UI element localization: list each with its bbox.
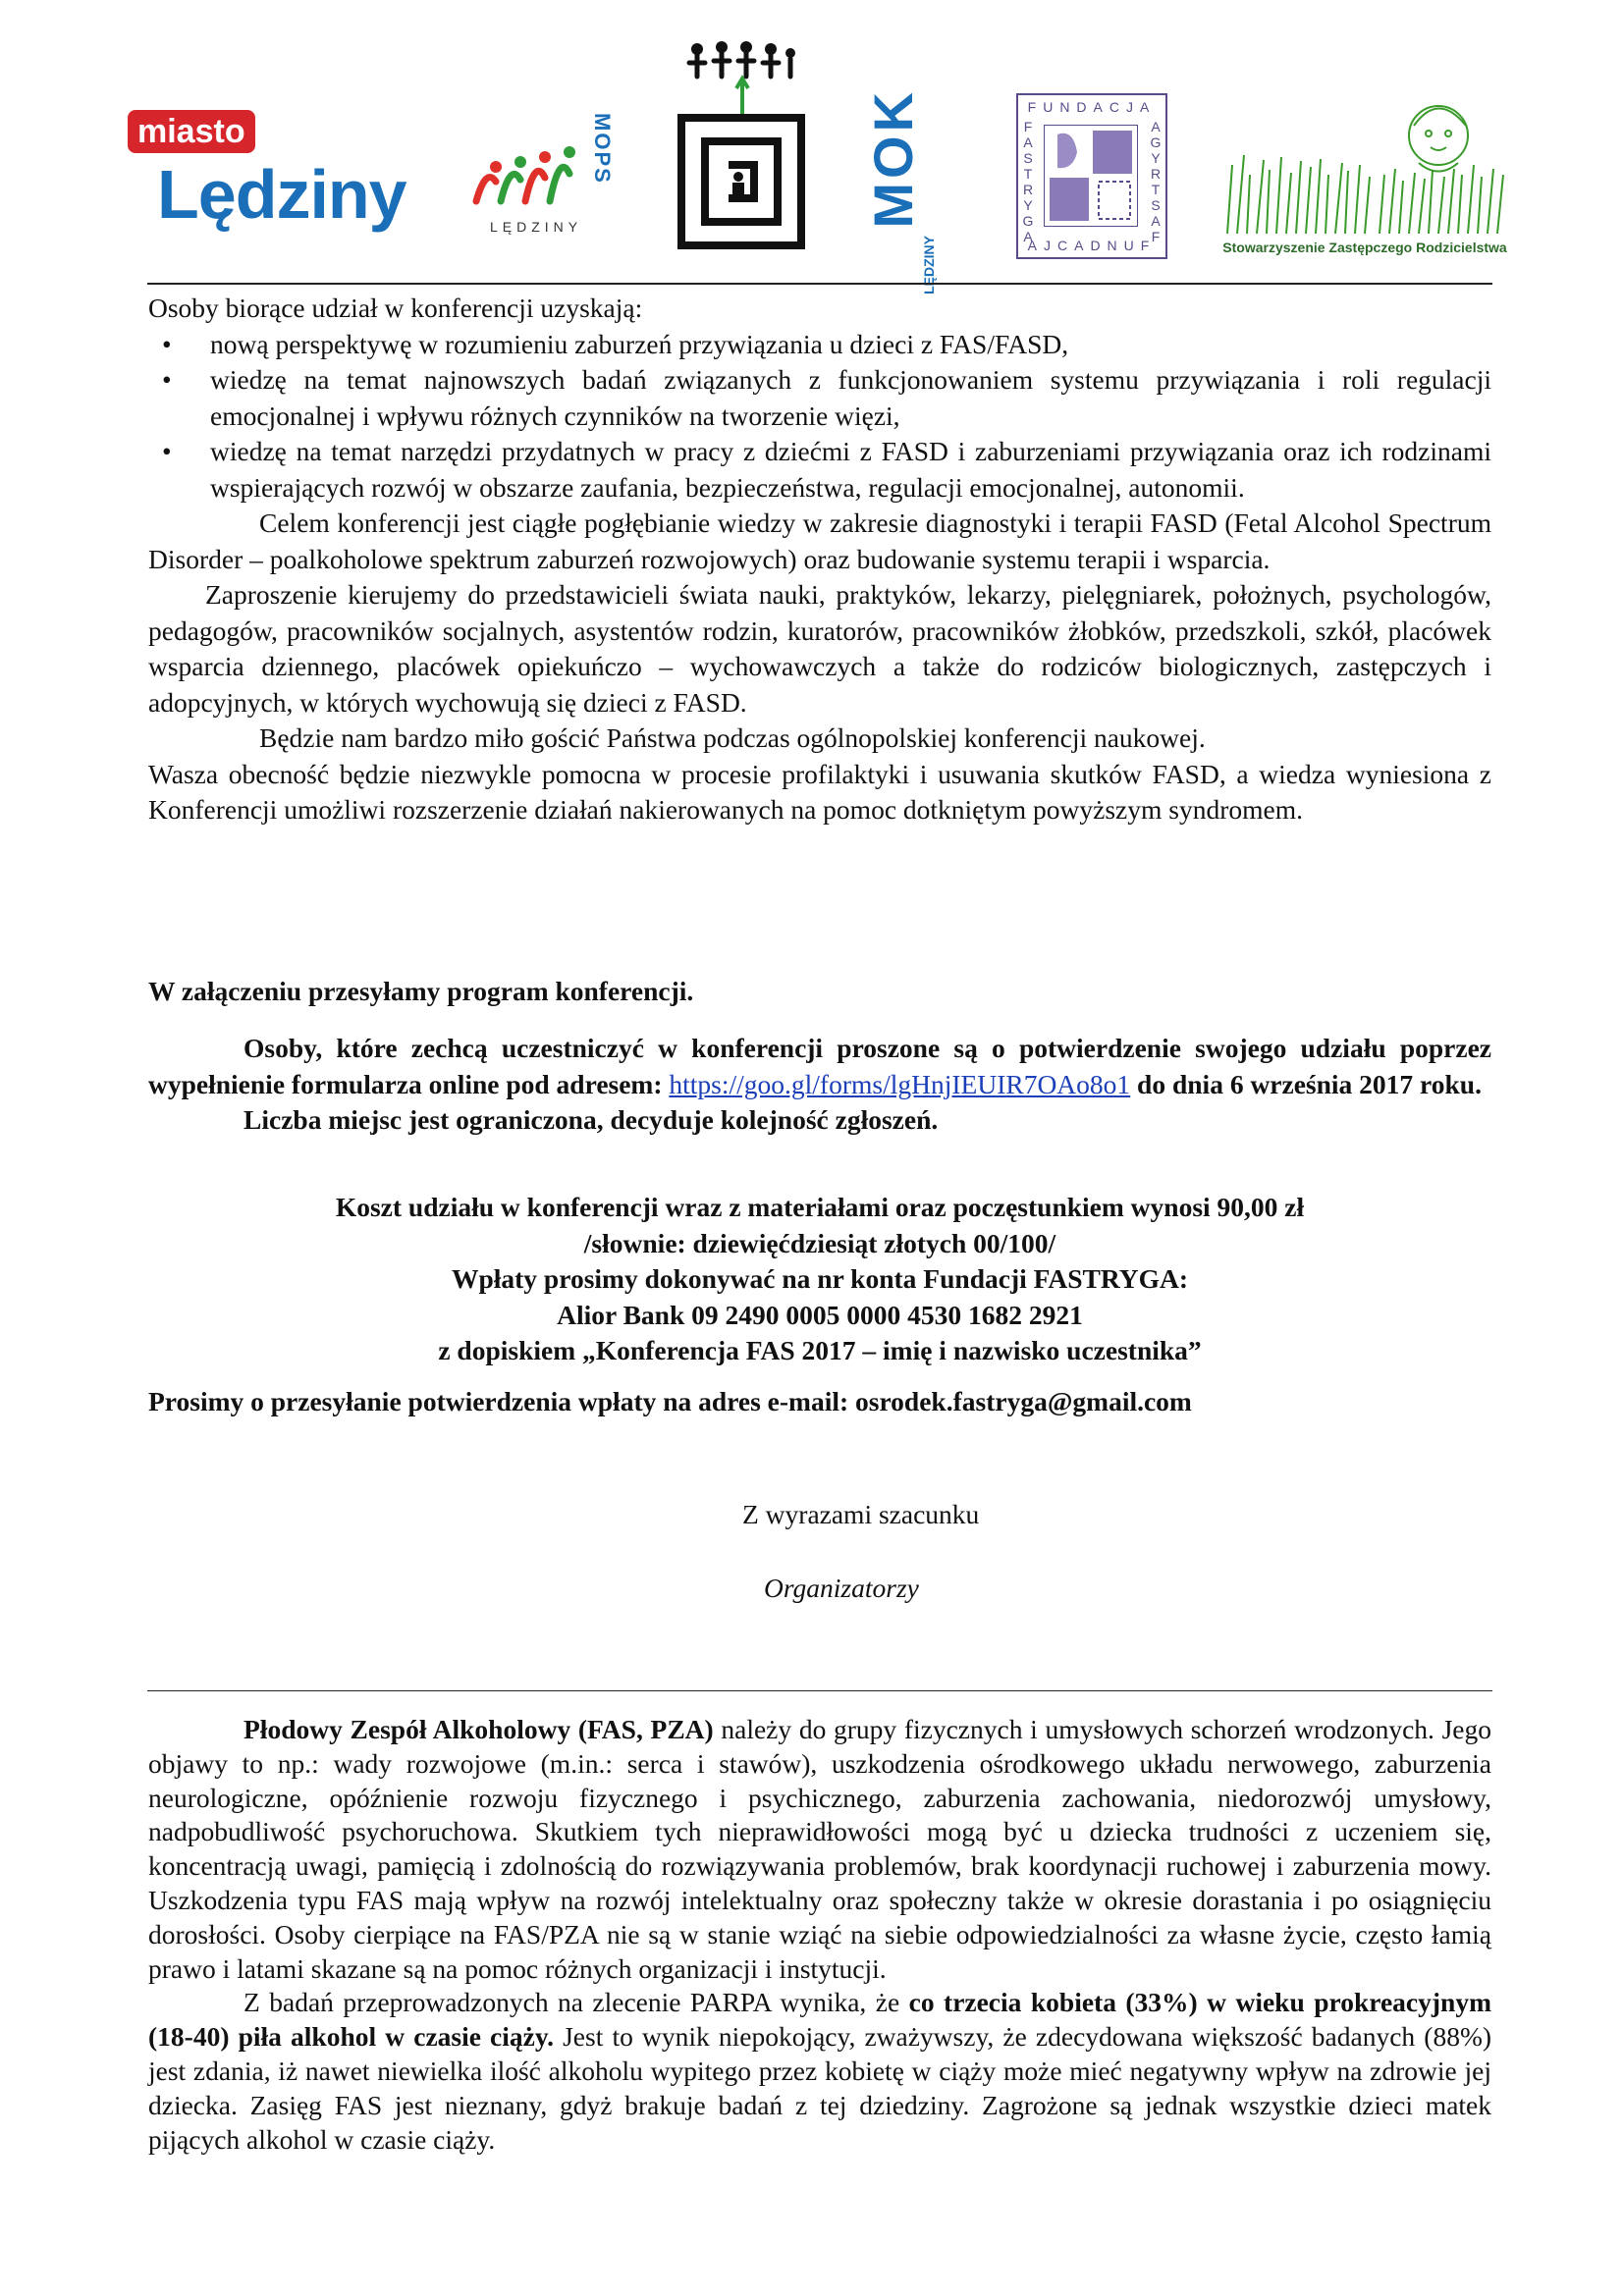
benefit-item: • wiedzę na temat narzędzi przydatnych w pracy z dziećmi z FASD i zaburzeniami przywiązania oraz ich rodzinami wspierających rozwój w obszarze zaufania, bezpieczeństwa, regulacji emocjonalnej, autonomii.: [148, 434, 1491, 506]
fas-term: Płodowy Zespół Alkoholowy (FAS, PZA): [243, 1714, 714, 1744]
presence-paragraph: Wasza obecność będzie niezwykle pomocna w procesie profilaktyki i usuwania skutków FASD, a wiedza wyniesiona z Konferencji umożliwi rozszerzenie działań nakierowanych na pomoc dotkniętym powyższym syndromem.: [148, 758, 1491, 825]
fastryga-bottom-label: AJCADNUF: [1027, 238, 1157, 253]
registration-text: Osoby, które zechcą uczestniczyć w konferencji proszone są o potwierdzenie swojego udziału poprzez wypełnienie formularza online pod adresem:: [148, 1033, 1491, 1099]
payment-line: Alior Bank 09 2490 0005 0000 4530 1682 2921: [557, 1299, 1083, 1330]
payment-line: z dopiskiem „Konferencja FAS 2017 – imię i nazwisko uczestnika”: [438, 1335, 1202, 1365]
mok-logo: [862, 88, 943, 294]
places-limited-note: Liczba miejsc jest ograniczona, decyduje kolejność zgłoszeń.: [243, 1104, 939, 1135]
benefit-item: • nową perspektywę w rozumieniu zaburzeń przywiązania u dzieci z FAS/FASD,: [148, 327, 1491, 363]
benefits-list: [148, 327, 1491, 507]
goal-paragraph: Celem konferencji jest ciągłe pogłębianie wiedzy w zakresie diagnostyki i terapii FASD (Fetal Alcohol Spectrum Disorder – poalkoholowe spektrum zaburzeń rozwojowych) oraz budowanie systemu terapii i wsparcia.: [148, 507, 1491, 574]
registration-form-link[interactable]: https://goo.gl/forms/lgHnjIEUIR7OAo8o1: [669, 1068, 1131, 1099]
letter-body: [148, 291, 1491, 828]
payment-block: [148, 1190, 1491, 1369]
closing-line: Z wyrazami szacunku: [742, 1499, 980, 1529]
closing-block: [742, 1497, 1135, 1533]
mops-logo: [466, 113, 614, 240]
parpa-paragraph: [148, 1986, 1491, 2157]
mops-city-label: LĘDZINY: [490, 219, 583, 235]
maze-logo: [668, 39, 815, 255]
stowarzyszenie-logo: [1222, 86, 1507, 255]
signature-block: [764, 1571, 1157, 1607]
payment-line: Koszt udziału w konferencji wraz z materiałami oraz poczęstunkiem wynosi 90,00 zł: [335, 1192, 1305, 1222]
parpa-statistic: co trzecia kobieta (33%) w wieku prokreacyjnym (18-40) piła alkohol w czasie ciąży.: [148, 1987, 1491, 2053]
section-divider: [147, 1690, 1492, 1691]
payment-line: /słownie: dziewięćdziesiąt złotych 00/100/: [583, 1227, 1056, 1258]
fas-info-block: [148, 1713, 1491, 2157]
confirmation-note: Prosimy o przesyłanie potwierdzenia wpłaty na adres e-mail: osrodek.fastryga@gmail.com: [148, 1386, 1192, 1416]
intro-line: Osoby biorące udział w konferencji uzyskają:: [148, 293, 643, 323]
header-logos: [118, 39, 1512, 294]
invitation-paragraph: Zaproszenie kierujemy do przedstawicieli świata nauki, praktyków, lekarzy, pielęgniarek, położnych, psychologów, pedagogów, pracowników socjalnych, asystentów rodzin, kuratorów, pracowników żłobków, przedszkoli, szkół, placówek wsparcia dziennego, placówek opiekuńczo – wychowawczych a także do rodziców biologicznych, zastępczych i adopcyjnych, w których wychowują się dzieci z FASD.: [148, 579, 1491, 718]
mok-label: MOK: [862, 88, 924, 229]
mok-city-label: LĘDZINY: [921, 236, 937, 294]
fastryga-puzzle-icon: [1044, 125, 1138, 227]
parpa-conclusion: Jest to wynik niepokojący, zważywszy, że zdecydowana większość badanych (88%) jest zdania, iż nawet niewielka ilość alkoholu wypitego przez kobietę w ciąży może mieć negatywny wpływ na zdrowie jej dziecka. Zasięg FAS jest nieznany, gdyż brakuje badań z tej dziedziny. Zagrożone są jednak wszystkie dzieci matek pijących alkohol w czasie ciąży.: [148, 2021, 1492, 2155]
attachment-note: W załączeniu przesyłamy program konferencji.: [148, 976, 694, 1006]
welcome-paragraph: Będzie nam bardzo miło gościć Państwa podczas ogólnopolskiej konferencji naukowej.: [259, 722, 1206, 753]
fastryga-right-label: A G Y R T S A F: [1150, 119, 1162, 244]
attachment-block: [148, 974, 1491, 1010]
miasto-label: miasto: [128, 110, 255, 153]
child-grass-icon: [1222, 86, 1507, 234]
fastryga-top-label: FUNDACJA: [1027, 99, 1157, 115]
stowarzyszenie-caption: Stowarzyszenie Zastępczego Rodzicielstwa: [1222, 240, 1507, 255]
registration-deadline: do dnia 6 września 2017 roku.: [1137, 1068, 1482, 1099]
signature-line: Organizatorzy: [764, 1573, 919, 1603]
ledziny-label: Lędziny: [157, 156, 406, 233]
mops-figures-icon: [466, 113, 584, 211]
confirmation-block: [148, 1384, 1491, 1420]
mops-label: MOPS: [590, 113, 615, 185]
benefit-item: • wiedzę na temat najnowszych badań związanych z funkcjonowaniem systemu przywiązania i roli regulacji emocjonalnej i wpływu różnych czynników na tworzenie więzi,: [148, 362, 1491, 434]
maze-family-icon: [668, 39, 815, 250]
fas-info-paragraph: [148, 1713, 1491, 1986]
payment-line: Wpłaty prosimy dokonywać na nr konta Fundacji FASTRYGA:: [451, 1263, 1189, 1294]
fundacja-fastryga-logo: [1016, 93, 1167, 259]
parpa-intro: Z badań przeprowadzonych na zlecenie PARPA wynika, że: [243, 1987, 900, 2018]
registration-block: [148, 1031, 1491, 1139]
fastryga-left-label: F A S T R Y G A: [1022, 119, 1034, 244]
header-divider: [147, 283, 1492, 285]
registration-paragraph: [148, 1031, 1491, 1102]
fas-description: należy do grupy fizycznych i umysłowych schorzeń wrodzonych. Jego objawy to np.: wady rozwojowe (m.in.: serca i stawów), uszkodzenia ośrodkowego układu nerwowego, zaburzenia neurologiczne, opóźnienie rozwoju fizycznego i psychicznego, zaburzenia zachowania, niedorozwój umysłowy, nadpobudliwość psychoruchowa. Skutkiem tych nieprawidłowości mogą być u dziecka trudności z uczeniem się, koncentracją uwagi, pamięcią i zdolnością do rozwiązywania problemów, brak koordynacji ruchowej i zaburzenia mowy. Uszkodzenia typu FAS mają wpływ na rozwój intelektualny oraz społeczny także w okresie dorastania i po osiągnięciu dorosłości. Osoby cierpiące na FAS/PZA nie są w stanie wziąć na siebie odpowiedzialności za własne życie, często łamią prawo i latami skazane są na pomoc różnych organizacji i instytucji.: [148, 1714, 1492, 1984]
miasto-ledziny-logo: [128, 110, 422, 257]
